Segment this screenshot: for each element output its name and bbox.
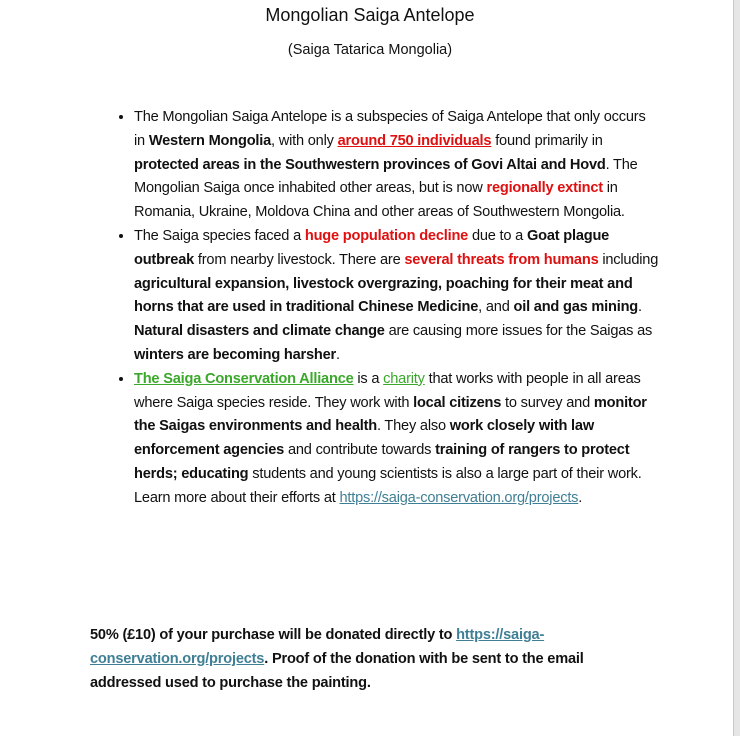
text-run: students and young scientists is also a large part of their work. Learn more about their efforts at [134,465,642,506]
list-item [134,225,659,368]
donation-note [90,624,655,695]
emphasized-text: Natural disasters and climate change [134,323,385,340]
emphasized-text: several threats from humans [404,251,599,268]
emphasized-text: work closely with law enforcement agencies [134,418,594,459]
emphasized-text: training of rangers to protect herds; educating [134,442,630,482]
text-run: . The Mongolian Saiga once inhabited other areas, but is now [134,156,638,197]
text-run: . [336,346,340,363]
page-subtitle: (Saiga Tatarica Mongolia) [287,42,453,58]
text-run: , with only [271,132,338,149]
text-run: The Saiga species faced a [134,227,305,244]
text-run: in Romania, Ukraine, Moldova China and other areas of Southwestern Mongolia. [134,180,625,221]
text-run: 50% (£10) of your purchase will be donated directly to [90,627,457,643]
text-run: is a [353,370,384,387]
text-run: including [598,251,659,268]
emphasized-text: regionally extinct [486,180,603,197]
emphasized-text: huge population decline [304,227,469,244]
emphasized-text: oil and gas mining [513,299,639,316]
emphasized-text: local citizens [413,394,502,411]
link[interactable]: charity [383,370,425,387]
text-run: that works with people in all areas where Saiga species reside. They work with [134,370,641,411]
text-run: are causing more issues for the Saigas as [384,323,653,340]
bullet-list [117,106,659,511]
emphasized-text: Goat plague outbreak [134,227,610,268]
link[interactable]: https://saiga-conservation.org/projects [90,627,545,667]
text-run: . [638,299,642,316]
text-run: . Proof of the donation with be sent to the email addressed used to purchase the painting. [90,650,584,691]
text-run: , and [478,299,514,316]
emphasized-text: Western Mongolia [148,132,272,149]
text-run: and contribute towards [284,442,436,459]
emphasized-text: agricultural expansion, livestock overgrazing, poaching for their meat and horns that are used in traditional Chinese Medicine [134,275,633,316]
link[interactable]: The Saiga Conservation Alliance [134,370,354,387]
text-run: found primarily in [491,132,603,149]
text-run: to survey and [501,394,594,411]
text-run: from nearby livestock. There are [194,251,405,268]
text-run: due to a [468,227,527,244]
link[interactable]: https://saiga-conservation.org/projects [339,489,579,506]
emphasized-text: monitor the Saigas environments and health [134,394,647,435]
emphasized-text: protected areas in the Southwestern provinces of Govi Altai and Hovd [134,156,606,173]
emphasized-text: around 750 individuals [337,132,492,149]
text-run: . [578,489,583,506]
page-title: Mongolian Saiga Antelope [265,5,475,25]
text-run: The Mongolian Saiga Antelope is a subspecies of Saiga Antelope that only occurs in [134,109,646,149]
list-item [134,106,659,225]
list-item [134,368,659,511]
emphasized-text: winters are becoming harsher [134,346,337,363]
text-run: . They also [376,418,450,435]
